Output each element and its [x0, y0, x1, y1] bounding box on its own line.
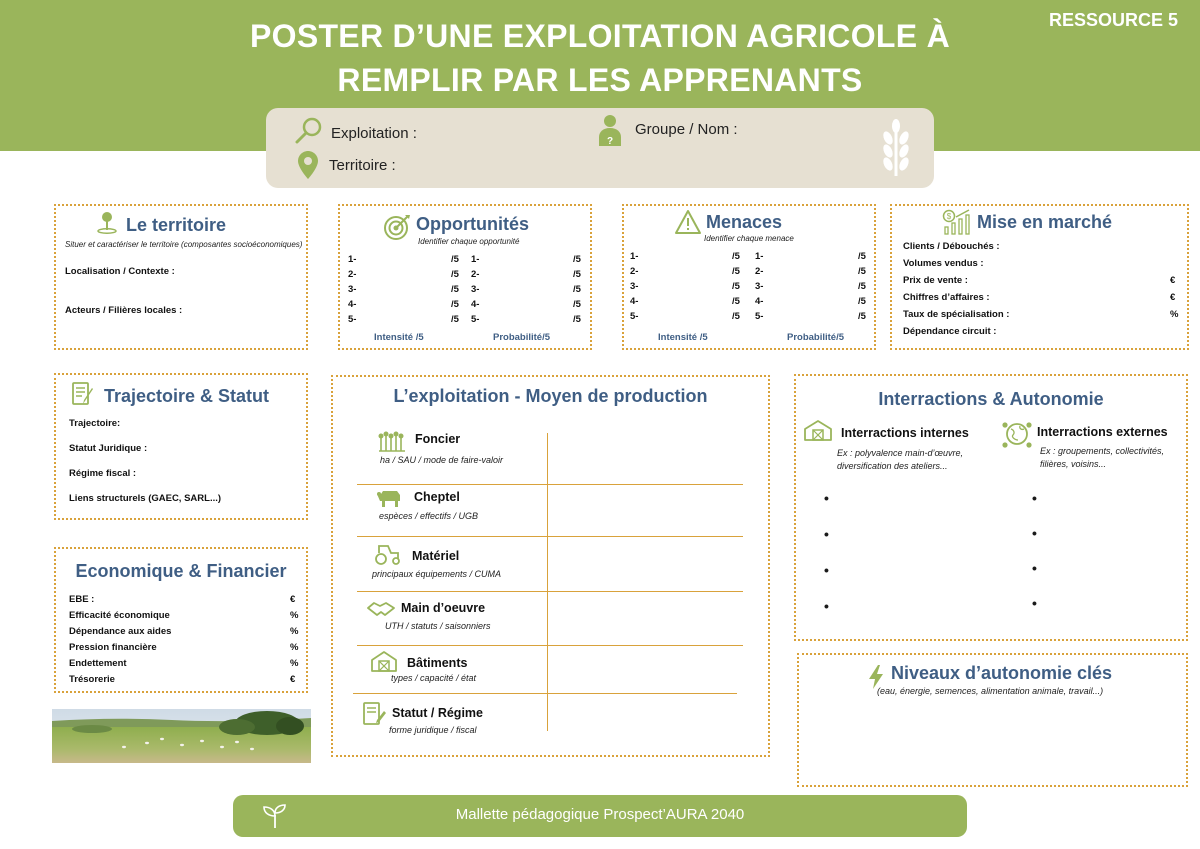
externes-title: Interractions externes	[1037, 425, 1168, 439]
economique-item-unit: %	[290, 626, 299, 637]
men-intensite-label: Intensité /5	[658, 332, 708, 343]
exploitation-section-name: Main d’oeuvre	[401, 601, 486, 615]
territoire-subtitle: Situer et caractériser le territoire (composantes socioéconomiques)	[65, 240, 303, 249]
territoire-title: Le territoire	[126, 215, 227, 235]
acteurs-label: Acteurs / Filières locales :	[65, 305, 183, 316]
opportunites-score: /5	[573, 269, 581, 280]
opportunites-score: /5	[451, 269, 459, 280]
barn-icon	[803, 419, 833, 441]
magnifier-icon	[294, 116, 324, 146]
opportunites-score: /5	[573, 314, 581, 325]
opportunites-score: /5	[451, 284, 459, 295]
opportunites-row-label: 5-	[348, 314, 357, 325]
menaces-title: Menaces	[706, 212, 783, 232]
exploitation-section-name: Statut / Régime	[392, 706, 483, 720]
externes-bullet: •	[1032, 560, 1037, 576]
opportunites-score: /5	[573, 299, 581, 310]
menaces-subtitle: Identifier chaque menace	[704, 234, 794, 243]
trajectoire-item-label: Liens structurels (GAEC, SARL...)	[69, 493, 222, 504]
opportunites-subtitle: Identifier chaque opportunité	[418, 237, 520, 246]
menaces-row-label: 1-	[630, 251, 639, 262]
internes-bullet: •	[824, 526, 829, 542]
economique-card	[54, 547, 308, 693]
menaces-score: /5	[732, 311, 740, 322]
location-pin-icon	[297, 150, 319, 180]
opportunites-row-label: 1-	[471, 254, 480, 265]
exploitation-section-sub: principaux équipements / CUMA	[372, 569, 502, 579]
exploitation-section-name: Matériel	[412, 549, 460, 563]
title-line-2: REMPLIR PAR LES APPRENANTS	[337, 62, 863, 98]
marche-item-label: Prix de vente :	[903, 275, 968, 286]
internes-bullet: •	[824, 490, 829, 506]
opportunites-card	[338, 204, 592, 350]
exploitation-row-divider	[357, 536, 743, 537]
tractor-icon	[373, 541, 403, 567]
economique-item-unit: €	[290, 594, 296, 605]
sales-chart-icon	[942, 208, 972, 236]
economique-item-unit: %	[290, 610, 299, 621]
economique-title: Economique & Financier	[75, 561, 287, 581]
internes-bullet: •	[824, 598, 829, 614]
menaces-card	[622, 204, 876, 350]
menaces-row-label: 3-	[755, 281, 764, 292]
info-box	[266, 108, 934, 188]
person-question-icon	[598, 114, 622, 148]
economique-item-label: Endettement	[69, 658, 127, 669]
autonomie-card	[797, 653, 1188, 787]
exploitation-label: Exploitation :	[331, 125, 417, 142]
opportunites-row-label: 1-	[348, 254, 357, 265]
marche-item-label: Clients / Débouchés :	[903, 241, 1000, 252]
autonomie-subtitle: (eau, énergie, semences, alimentation animale, travail...)	[877, 686, 1104, 696]
menaces-score: /5	[732, 266, 740, 277]
target-icon	[382, 212, 412, 242]
marche-item-unit: €	[1170, 292, 1176, 303]
map-pin-icon	[96, 210, 118, 234]
cow-icon	[375, 485, 405, 511]
opportunites-row-label: 5-	[471, 314, 480, 325]
economique-item-unit: %	[290, 658, 299, 669]
warning-icon	[674, 209, 702, 235]
exploitation-card	[331, 375, 770, 757]
menaces-score: /5	[858, 311, 866, 322]
exploitation-section-sub: UTH / statuts / saisonniers	[385, 621, 491, 631]
menaces-row-label: 3-	[630, 281, 639, 292]
territoire-label: Territoire :	[329, 157, 396, 174]
menaces-row-label: 4-	[755, 296, 764, 307]
menaces-score: /5	[858, 251, 866, 262]
exploitation-row-divider	[353, 693, 737, 694]
svg-text:?: ?	[606, 136, 614, 147]
menaces-row-label: 2-	[755, 266, 764, 277]
marche-item-label: Chiffres d’affaires :	[903, 292, 990, 303]
economique-item-label: EBE :	[69, 594, 95, 605]
menaces-row-label: 5-	[755, 311, 764, 322]
men-probabilite-label: Probabilité/5	[787, 332, 845, 343]
handshake-icon	[367, 596, 397, 622]
trajectoire-item-label: Trajectoire:	[69, 418, 121, 429]
opportunites-row-label: 4-	[348, 299, 357, 310]
economique-item-label: Efficacité économique	[69, 610, 170, 621]
groupe-label: Groupe / Nom :	[635, 121, 738, 138]
trajectoire-item-label: Statut Juridique :	[69, 443, 148, 454]
menaces-row-label: 1-	[755, 251, 764, 262]
footer-bar	[233, 795, 967, 837]
opportunites-row-label: 3-	[471, 284, 480, 295]
economique-item-label: Pression financière	[69, 642, 157, 653]
marche-item-label: Dépendance circuit :	[903, 326, 997, 337]
opportunites-row-label: 2-	[471, 269, 480, 280]
externes-example: Ex : groupements, collectivités, filières, voisins...	[1040, 446, 1165, 469]
menaces-row-label: 2-	[630, 266, 639, 277]
externes-bullet: •	[1032, 595, 1037, 611]
interactions-title: Interractions & Autonomie	[878, 389, 1104, 409]
exploitation-row-divider	[357, 645, 743, 646]
economique-item-label: Trésorerie	[69, 674, 115, 685]
localisation-label: Localisation / Contexte :	[65, 266, 175, 277]
svg-text:$: $	[946, 212, 952, 221]
opportunites-score: /5	[573, 254, 581, 265]
exploitation-section-sub: ha / SAU / mode de faire-valoir	[380, 455, 504, 465]
opportunites-row-label: 3-	[348, 284, 357, 295]
marche-item-unit: %	[1170, 309, 1179, 320]
menaces-score: /5	[732, 296, 740, 307]
opportunites-score: /5	[451, 299, 459, 310]
marche-title: Mise en marché	[977, 212, 1113, 232]
footer-text: Mallette pédagogique Prospect’AURA 2040	[455, 806, 745, 823]
barn-icon	[370, 649, 400, 675]
opportunites-score: /5	[451, 254, 459, 265]
exploitation-row-divider	[357, 484, 743, 485]
exploitation-section-name: Foncier	[415, 432, 461, 446]
interactions-card	[794, 374, 1188, 641]
document-pen-icon	[361, 701, 391, 727]
marche-item-unit: €	[1170, 275, 1176, 286]
trajectoire-item-label: Régime fiscal :	[69, 468, 137, 479]
opportunites-row-label: 4-	[471, 299, 480, 310]
resource-label: RESSOURCE 5	[1048, 10, 1178, 30]
menaces-row-label: 5-	[630, 311, 639, 322]
marche-item-label: Taux de spécialisation :	[903, 309, 1010, 320]
marche-card	[890, 204, 1189, 350]
menaces-score: /5	[732, 251, 740, 262]
externes-bullet: •	[1032, 525, 1037, 541]
territoire-card	[54, 204, 308, 350]
autonomie-title: Niveaux d’autonomie clés	[891, 663, 1113, 683]
exploitation-section-name: Bâtiments	[407, 656, 468, 670]
opportunites-score: /5	[573, 284, 581, 295]
opportunites-title: Opportunités	[416, 214, 529, 234]
exploitation-section-name: Cheptel	[414, 490, 460, 504]
opp-probabilite-label: Probabilité/5	[493, 332, 551, 343]
exploitation-row-divider	[357, 591, 743, 592]
trajectoire-title: Trajectoire & Statut	[104, 386, 270, 406]
exploitation-divider	[547, 433, 548, 731]
opportunites-score: /5	[451, 314, 459, 325]
internes-bullet: •	[824, 562, 829, 578]
wheat-icon	[878, 118, 914, 178]
page-title	[200, 14, 1000, 102]
economique-item-label: Dépendance aux aides	[69, 626, 172, 637]
menaces-score: /5	[858, 266, 866, 277]
landscape-photo	[52, 709, 311, 763]
menaces-score: /5	[732, 281, 740, 292]
economique-item-unit: €	[290, 674, 296, 685]
wheat-field-icon	[377, 429, 407, 455]
opp-intensite-label: Intensité /5	[374, 332, 424, 343]
title-line-1: POSTER D’UNE EXPLOITATION AGRICOLE À	[249, 18, 951, 54]
exploitation-section-sub: forme juridique / fiscal	[389, 725, 477, 735]
document-pen-icon	[70, 381, 96, 407]
menaces-row-label: 4-	[630, 296, 639, 307]
internes-example: Ex : polyvalence main-d’œuvre, diversification des ateliers...	[837, 448, 964, 471]
externes-bullet: •	[1032, 490, 1037, 506]
globe-people-icon	[1000, 417, 1034, 451]
marche-item-label: Volumes vendus :	[903, 258, 984, 269]
opportunites-row-label: 2-	[348, 269, 357, 280]
menaces-score: /5	[858, 281, 866, 292]
menaces-score: /5	[858, 296, 866, 307]
internes-title: Interractions internes	[841, 426, 969, 440]
economique-item-unit: %	[290, 642, 299, 653]
exploitation-section-sub: espèces / effectifs / UGB	[379, 511, 479, 521]
exploitation-section-sub: types / capacité / état	[391, 673, 477, 683]
trajectoire-card	[54, 373, 308, 520]
exploitation-title: L’exploitation - Moyen de production	[393, 386, 708, 406]
